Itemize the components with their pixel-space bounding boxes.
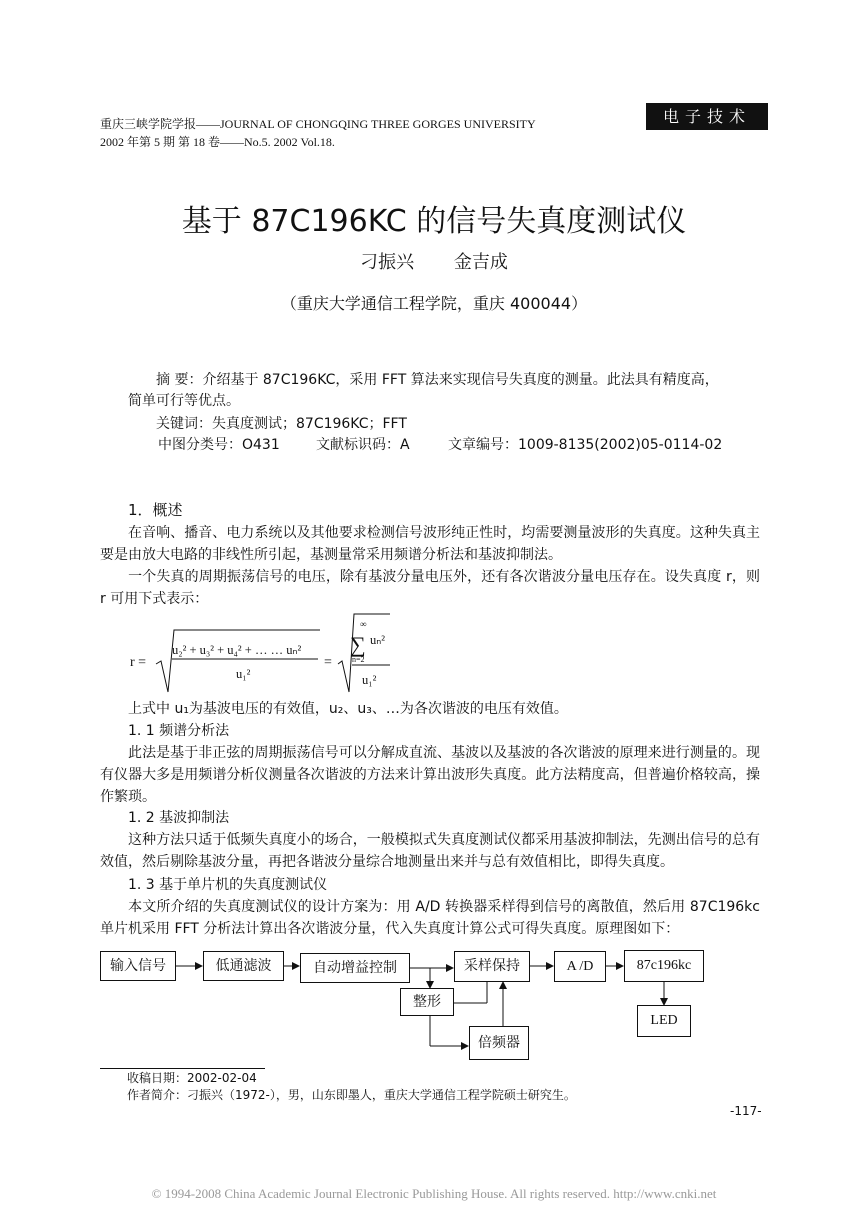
input-signal-block: 输入信号: [100, 951, 176, 981]
section-1-heading: 1．概述: [128, 501, 183, 519]
formula-lhs: r =: [130, 655, 147, 670]
issue-line: 2002 年第 5 期 第 18 卷——No.5. 2002 Vol.18.: [100, 135, 335, 149]
distortion-formula: [128, 612, 398, 696]
agc-block: 自动增益控制: [300, 953, 410, 983]
led-block: LED: [637, 1005, 691, 1037]
sum-term: uₙ²: [370, 633, 385, 647]
section-badge: 电子技术: [646, 103, 768, 130]
sum-lower-limit: n=2: [352, 655, 365, 664]
keywords: 关键词：失真度测试；87C196KC；FFT: [156, 416, 407, 432]
document-code: 文献标识码：A: [316, 437, 410, 453]
article-number: 文章编号：1009-8135(2002)05-0114-02: [448, 437, 723, 453]
abstract-line-2: 简单可行等优点。: [128, 393, 240, 409]
paper-title: 基于 87C196KC 的信号失真度测试仪: [181, 204, 687, 239]
section-1-paragraph-3: 上式中 u₁为基波电压的有效值，u₂、u₃、…为各次谐波的电压有效值。: [128, 701, 568, 717]
formula-denominator-right: u₁²: [362, 673, 377, 687]
section-1-1-paragraph: 此法是基于非正弦的周期振荡信号可以分解成直流、基波以及基波的各次谐波的原理来进行测量的。现有仪器大多是用频谱分析仪测量各次谐波的方法来计算出波形失真度。此方法精度高，但普遍价格较高，操作繁琐。: [100, 745, 760, 805]
section-1-paragraph-2: 一个失真的周期振荡信号的电压，除有基波分量电压外，还有各次谐波分量电压存在。设失真度 r，则 r 可用下式表示：: [100, 569, 760, 607]
section-1-3-heading: 1. 3 基于单片机的失真度测试仪: [128, 877, 328, 893]
section-1-3-paragraph: 本文所介绍的失真度测试仪的设计方案为：用 A/D 转换器采样得到信号的离散值，然后用 87C196kc 单片机采用 FFT 分析法计算出各次谐波分量，代入失真度计算公式可得失真度。原理图如下：: [100, 899, 760, 937]
formula-equals: =: [324, 655, 332, 670]
authors: 刁振兴 金吉成: [360, 252, 508, 273]
journal-header: 重庆三峡学院学报——JOURNAL OF CHONGQING THREE GORGES UNIVERSITY: [100, 117, 536, 131]
received-date: 收稿日期：2002-02-04: [127, 1071, 257, 1085]
section-1-paragraph-1: 在音响、播音、电力系统以及其他要求检测信号波形纯正性时，均需要测量波形的失真度。这种失真主要是由放大电路的非线性所引起，基测量常采用频谱分析法和基波抑制法。: [100, 525, 760, 563]
ad-converter-block: A /D: [554, 951, 606, 982]
abstract-line-1: 摘 要：介绍基于 87C196KC，采用 FFT 算法来实现信号失真度的测量。此法具有精度高，: [156, 372, 719, 388]
footnote-divider: [100, 1068, 265, 1069]
block-diagram: [0, 940, 868, 1070]
formula-numerator: u₂² + u₃² + u₄² + … … uₙ²: [172, 643, 302, 657]
section-1-1-heading: 1. 1 频谱分析法: [128, 723, 230, 739]
low-pass-filter-block: 低通滤波: [203, 951, 284, 981]
sum-symbol: ∑: [350, 632, 366, 657]
sum-upper-limit: ∞: [360, 619, 367, 629]
formula-denominator-left: u₁²: [236, 667, 251, 681]
shaper-block: 整形: [400, 988, 454, 1016]
copyright-notice: © 1994-2008 China Academic Journal Electronic Publishing House. All rights reserved. http://www.cnki.net: [151, 1186, 717, 1201]
section-1-2-heading: 1. 2 基波抑制法: [128, 810, 230, 826]
sample-hold-block: 采样保持: [454, 951, 530, 982]
section-1-2-paragraph: 这种方法只适于低频失真度小的场合，一般模拟式失真度测试仪都采用基波抑制法，先测出信号的总有效值，然后剔除基波分量，再把各谐波分量综合地测量出来并与总有效值相比，即得失真度。: [100, 832, 760, 870]
frequency-multiplier-block: 倍频器: [469, 1026, 529, 1060]
mcu-block: 87c196kc: [624, 950, 704, 982]
author-bio: 作者简介：刁振兴（1972-），男，山东即墨人，重庆大学通信工程学院硕士研究生。: [127, 1088, 576, 1102]
affiliation: （重庆大学通信工程学院，重庆 400044）: [280, 294, 588, 313]
clc-number: 中图分类号：O431: [158, 437, 280, 453]
page-number: -117-: [730, 1104, 762, 1118]
